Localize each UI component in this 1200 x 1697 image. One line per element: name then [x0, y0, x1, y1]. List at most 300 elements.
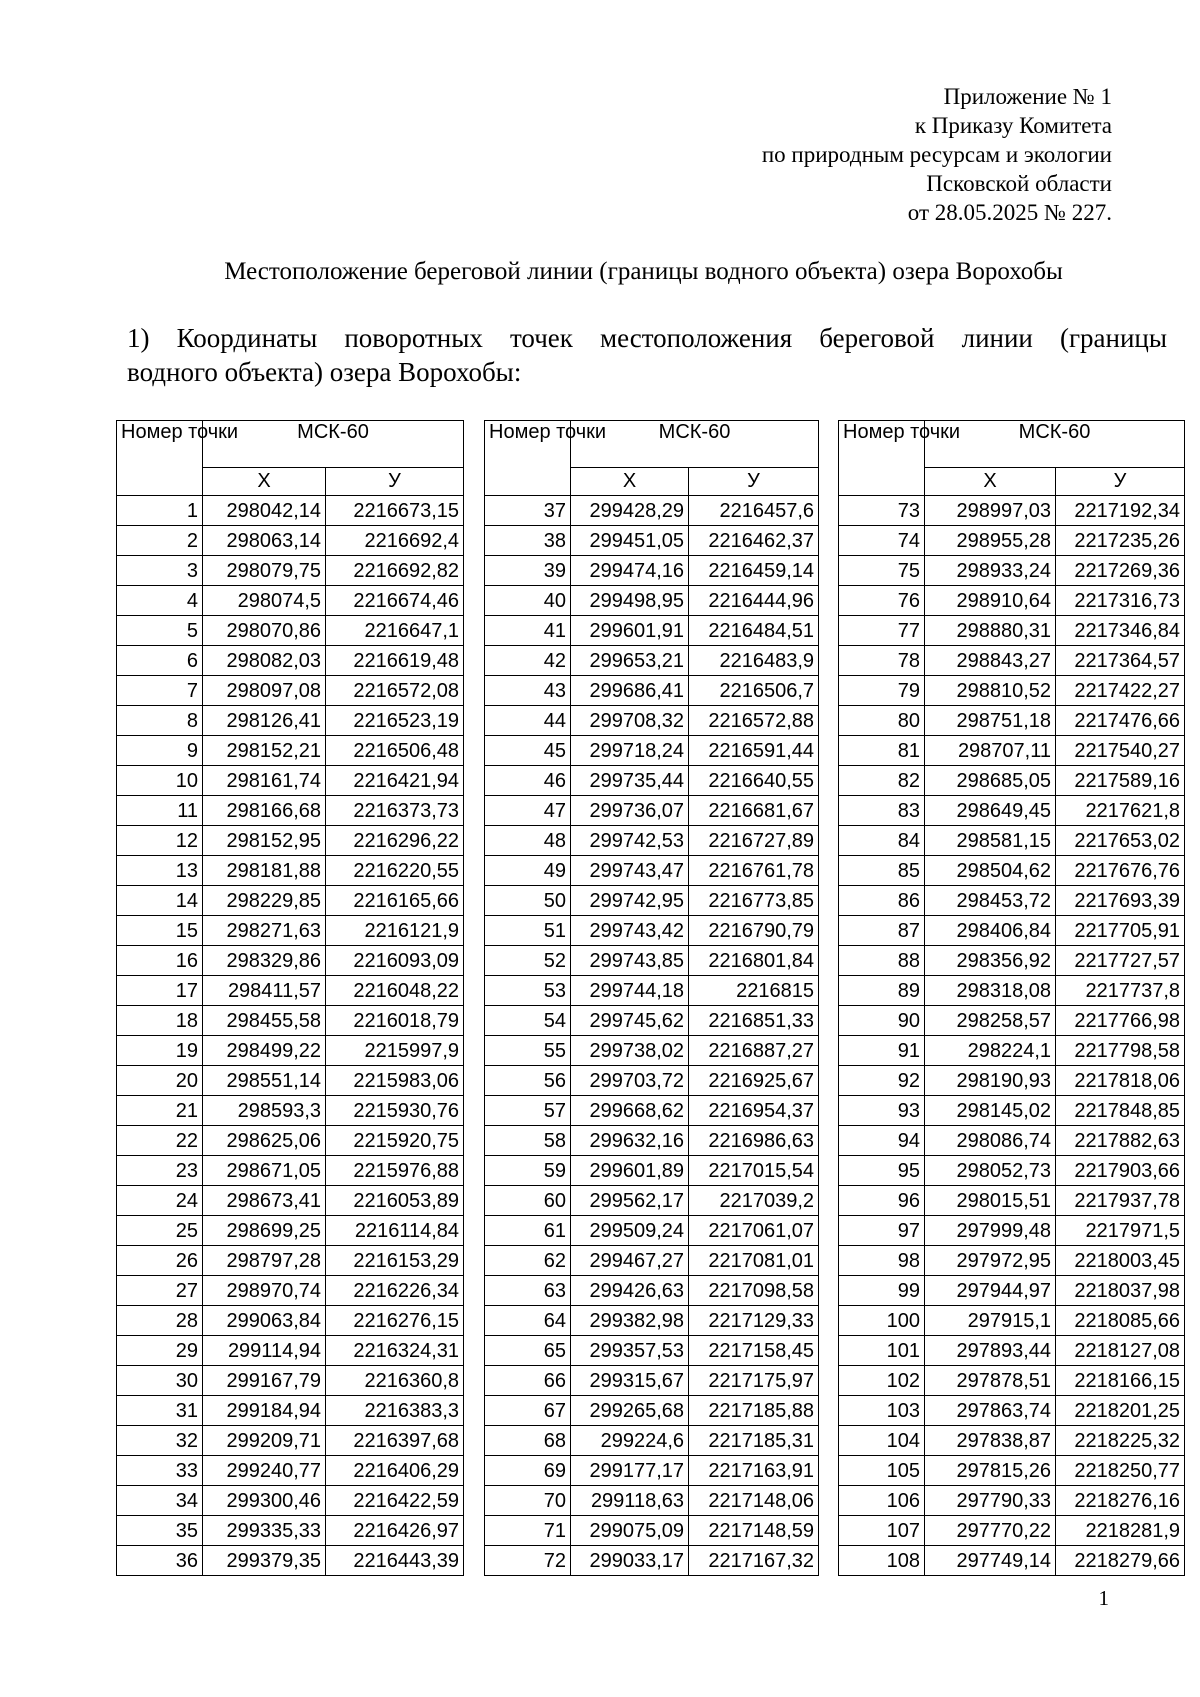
x-coordinate-cell: 297790,33 — [925, 1486, 1056, 1516]
table-row — [839, 496, 1185, 526]
x-coordinate-cell: 299738,02 — [571, 1036, 689, 1066]
point-number-cell: 77 — [839, 616, 925, 646]
y-coordinate-cell: 2216018,79 — [326, 1006, 464, 1036]
table-row — [117, 1396, 464, 1426]
point-number-cell: 43 — [485, 676, 571, 706]
x-coordinate-cell: 298224,1 — [925, 1036, 1056, 1066]
table-row — [117, 1546, 464, 1576]
y-coordinate-cell: 2216640,55 — [689, 766, 819, 796]
x-coordinate-cell: 299224,6 — [571, 1426, 689, 1456]
table-row — [839, 1246, 1185, 1276]
x-coordinate-cell: 298955,28 — [925, 526, 1056, 556]
x-coordinate-cell: 298079,75 — [203, 556, 326, 586]
y-column-header: У — [326, 468, 464, 496]
point-number-cell: 46 — [485, 766, 571, 796]
table-row — [485, 1186, 819, 1216]
table-row — [839, 1126, 1185, 1156]
point-number-cell: 56 — [485, 1066, 571, 1096]
x-coordinate-cell: 298499,22 — [203, 1036, 326, 1066]
page-number: 1 — [1098, 1586, 1109, 1610]
point-number-cell: 33 — [117, 1456, 203, 1486]
x-coordinate-cell: 298751,18 — [925, 706, 1056, 736]
y-coordinate-cell: 2216421,94 — [326, 766, 464, 796]
y-coordinate-cell: 2217158,45 — [689, 1336, 819, 1366]
x-coordinate-cell: 299033,17 — [571, 1546, 689, 1576]
x-coordinate-cell: 298161,74 — [203, 766, 326, 796]
table-row — [117, 1246, 464, 1276]
point-number-cell: 30 — [117, 1366, 203, 1396]
y-coordinate-cell: 2216053,89 — [326, 1186, 464, 1216]
point-number-cell: 88 — [839, 946, 925, 976]
y-coordinate-cell: 2218225,32 — [1056, 1426, 1185, 1456]
y-coordinate-cell: 2217937,78 — [1056, 1186, 1185, 1216]
point-number-cell: 97 — [839, 1216, 925, 1246]
x-coordinate-cell: 298933,24 — [925, 556, 1056, 586]
point-number-cell: 13 — [117, 856, 203, 886]
table-row — [839, 736, 1185, 766]
point-number-cell: 49 — [485, 856, 571, 886]
x-coordinate-cell: 299742,95 — [571, 886, 689, 916]
point-number-cell: 63 — [485, 1276, 571, 1306]
point-number-cell: 59 — [485, 1156, 571, 1186]
table-row — [839, 1456, 1185, 1486]
table-row — [117, 1486, 464, 1516]
point-number-cell: 104 — [839, 1426, 925, 1456]
point-number-cell: 12 — [117, 826, 203, 856]
x-coordinate-cell: 298843,27 — [925, 646, 1056, 676]
point-number-cell: 34 — [117, 1486, 203, 1516]
point-number-cell: 106 — [839, 1486, 925, 1516]
x-coordinate-cell: 298593,3 — [203, 1096, 326, 1126]
y-coordinate-cell: 2216506,7 — [689, 676, 819, 706]
table-row — [485, 1366, 819, 1396]
point-number-cell: 80 — [839, 706, 925, 736]
point-number-cell: 31 — [117, 1396, 203, 1426]
point-number-cell: 2 — [117, 526, 203, 556]
point-number-cell: 87 — [839, 916, 925, 946]
x-column-header: Х — [571, 468, 689, 496]
y-coordinate-cell: 2216324,31 — [326, 1336, 464, 1366]
point-number-cell: 15 — [117, 916, 203, 946]
point-number-cell: 48 — [485, 826, 571, 856]
point-number-cell: 55 — [485, 1036, 571, 1066]
y-coordinate-cell: 2216462,37 — [689, 526, 819, 556]
x-coordinate-cell: 298152,95 — [203, 826, 326, 856]
table-row — [485, 1456, 819, 1486]
point-number-cell: 21 — [117, 1096, 203, 1126]
point-number-cell: 6 — [117, 646, 203, 676]
x-coordinate-cell: 298082,03 — [203, 646, 326, 676]
x-coordinate-cell: 299379,35 — [203, 1546, 326, 1576]
y-coordinate-cell: 2216674,46 — [326, 586, 464, 616]
x-coordinate-cell: 299744,18 — [571, 976, 689, 1006]
x-coordinate-cell: 299632,16 — [571, 1126, 689, 1156]
y-coordinate-cell: 2216483,9 — [689, 646, 819, 676]
point-number-cell: 60 — [485, 1186, 571, 1216]
y-coordinate-cell: 2216681,67 — [689, 796, 819, 826]
y-coordinate-cell: 2216591,44 — [689, 736, 819, 766]
y-coordinate-cell: 2218003,45 — [1056, 1246, 1185, 1276]
table-row — [485, 736, 819, 766]
table-row — [117, 1006, 464, 1036]
point-number-cell: 107 — [839, 1516, 925, 1546]
table-row — [117, 946, 464, 976]
table-row — [117, 646, 464, 676]
x-coordinate-cell: 298181,88 — [203, 856, 326, 886]
table-row — [839, 1066, 1185, 1096]
x-coordinate-cell: 298070,86 — [203, 616, 326, 646]
table-row — [485, 1276, 819, 1306]
x-coordinate-cell: 298699,25 — [203, 1216, 326, 1246]
table-row — [839, 766, 1185, 796]
y-coordinate-cell: 2216422,59 — [326, 1486, 464, 1516]
x-coordinate-cell: 298810,52 — [925, 676, 1056, 706]
x-coordinate-cell: 299509,24 — [571, 1216, 689, 1246]
table-row — [117, 886, 464, 916]
point-number-cell: 22 — [117, 1126, 203, 1156]
point-number-cell: 86 — [839, 886, 925, 916]
y-coordinate-cell: 2218201,25 — [1056, 1396, 1185, 1426]
y-coordinate-cell: 2216114,84 — [326, 1216, 464, 1246]
x-coordinate-cell: 299742,53 — [571, 826, 689, 856]
x-coordinate-cell: 298015,51 — [925, 1186, 1056, 1216]
y-coordinate-cell: 2215976,88 — [326, 1156, 464, 1186]
intro-line-2: водного объекта) озера Ворохобы: — [127, 357, 522, 387]
point-number-cell: 67 — [485, 1396, 571, 1426]
x-coordinate-cell: 298086,74 — [925, 1126, 1056, 1156]
point-number-cell: 96 — [839, 1186, 925, 1216]
table-row — [485, 826, 819, 856]
intro-line-1: 1) Координаты поворотных точек местоположения береговой линии (границы — [127, 323, 1167, 353]
y-coordinate-cell: 2216226,34 — [326, 1276, 464, 1306]
y-coordinate-cell: 2217148,06 — [689, 1486, 819, 1516]
y-coordinate-cell: 2216484,51 — [689, 616, 819, 646]
y-coordinate-cell: 2216296,22 — [326, 826, 464, 856]
point-number-header: Номер точки — [117, 421, 203, 496]
x-coordinate-cell: 299668,62 — [571, 1096, 689, 1126]
x-coordinate-cell: 298581,15 — [925, 826, 1056, 856]
y-coordinate-cell: 2216444,96 — [689, 586, 819, 616]
table-row — [117, 1516, 464, 1546]
point-number-cell: 76 — [839, 586, 925, 616]
table-row — [117, 1096, 464, 1126]
point-number-cell: 71 — [485, 1516, 571, 1546]
table-row — [485, 616, 819, 646]
x-coordinate-cell: 297999,48 — [925, 1216, 1056, 1246]
table-row — [839, 1366, 1185, 1396]
x-coordinate-cell: 298190,93 — [925, 1066, 1056, 1096]
y-coordinate-cell: 2216165,66 — [326, 886, 464, 916]
x-column-header: Х — [203, 468, 326, 496]
y-coordinate-cell: 2216692,4 — [326, 526, 464, 556]
y-coordinate-cell: 2217061,07 — [689, 1216, 819, 1246]
table-row — [117, 1066, 464, 1096]
x-coordinate-cell: 299474,16 — [571, 556, 689, 586]
x-coordinate-cell: 298625,06 — [203, 1126, 326, 1156]
table-row — [839, 976, 1185, 1006]
point-number-cell: 28 — [117, 1306, 203, 1336]
point-number-cell: 3 — [117, 556, 203, 586]
table-row — [117, 826, 464, 856]
table-row — [839, 646, 1185, 676]
point-number-cell: 7 — [117, 676, 203, 706]
table-row — [485, 1306, 819, 1336]
coordinates-table-2 — [484, 420, 819, 1576]
y-coordinate-cell: 2217818,06 — [1056, 1066, 1185, 1096]
x-coordinate-cell: 299703,72 — [571, 1066, 689, 1096]
point-number-cell: 50 — [485, 886, 571, 916]
table-row — [839, 1216, 1185, 1246]
table-row — [485, 1246, 819, 1276]
point-number-cell: 36 — [117, 1546, 203, 1576]
table-row — [839, 796, 1185, 826]
table-row — [839, 1546, 1185, 1576]
point-number-cell: 82 — [839, 766, 925, 796]
point-number-cell: 24 — [117, 1186, 203, 1216]
y-coordinate-cell: 2216048,22 — [326, 976, 464, 1006]
x-coordinate-cell: 298126,41 — [203, 706, 326, 736]
point-number-cell: 69 — [485, 1456, 571, 1486]
x-coordinate-cell: 298685,05 — [925, 766, 1056, 796]
y-coordinate-cell: 2217269,36 — [1056, 556, 1185, 586]
x-coordinate-cell: 299177,17 — [571, 1456, 689, 1486]
y-coordinate-cell: 2217971,5 — [1056, 1216, 1185, 1246]
document-title: Местоположение береговой линии (границы водного объекта) озера Ворохобы — [224, 258, 1063, 285]
point-number-cell: 98 — [839, 1246, 925, 1276]
point-number-cell: 62 — [485, 1246, 571, 1276]
y-coordinate-cell: 2216121,9 — [326, 916, 464, 946]
point-number-cell: 78 — [839, 646, 925, 676]
point-number-cell: 11 — [117, 796, 203, 826]
table-row — [485, 646, 819, 676]
x-coordinate-cell: 299209,71 — [203, 1426, 326, 1456]
point-number-cell: 91 — [839, 1036, 925, 1066]
table-row — [485, 1096, 819, 1126]
table-row — [485, 1216, 819, 1246]
y-column-header: У — [689, 468, 819, 496]
table-row — [485, 676, 819, 706]
y-coordinate-cell: 2217798,58 — [1056, 1036, 1185, 1066]
x-coordinate-cell: 299118,63 — [571, 1486, 689, 1516]
x-coordinate-cell: 299735,44 — [571, 766, 689, 796]
header-line-date: от 28.05.2025 № 227. — [907, 200, 1112, 225]
y-coordinate-cell: 2217316,73 — [1056, 586, 1185, 616]
y-coordinate-cell: 2217346,84 — [1056, 616, 1185, 646]
table-row — [485, 1006, 819, 1036]
y-coordinate-cell: 2217705,91 — [1056, 916, 1185, 946]
x-coordinate-cell: 297749,14 — [925, 1546, 1056, 1576]
table-row — [117, 976, 464, 1006]
table-row — [839, 1036, 1185, 1066]
table-row — [485, 556, 819, 586]
point-number-cell: 52 — [485, 946, 571, 976]
coordinate-system-header: МСК-60 — [203, 421, 464, 468]
point-number-cell: 17 — [117, 976, 203, 1006]
x-coordinate-cell: 297838,87 — [925, 1426, 1056, 1456]
y-coordinate-cell: 2216406,29 — [326, 1456, 464, 1486]
y-coordinate-cell: 2216887,27 — [689, 1036, 819, 1066]
point-number-cell: 53 — [485, 976, 571, 1006]
x-coordinate-cell: 298097,08 — [203, 676, 326, 706]
y-coordinate-cell: 2218281,9 — [1056, 1516, 1185, 1546]
table-row — [485, 976, 819, 1006]
point-number-cell: 58 — [485, 1126, 571, 1156]
point-number-cell: 35 — [117, 1516, 203, 1546]
y-coordinate-cell: 2217081,01 — [689, 1246, 819, 1276]
x-coordinate-cell: 299601,91 — [571, 616, 689, 646]
x-coordinate-cell: 299063,84 — [203, 1306, 326, 1336]
x-coordinate-cell: 299382,98 — [571, 1306, 689, 1336]
point-number-cell: 84 — [839, 826, 925, 856]
point-number-cell: 105 — [839, 1456, 925, 1486]
table-row — [839, 1186, 1185, 1216]
x-coordinate-cell: 299114,94 — [203, 1336, 326, 1366]
x-coordinate-cell: 298052,73 — [925, 1156, 1056, 1186]
y-coordinate-cell: 2217766,98 — [1056, 1006, 1185, 1036]
x-coordinate-cell: 298145,02 — [925, 1096, 1056, 1126]
point-number-cell: 9 — [117, 736, 203, 766]
x-coordinate-cell: 298063,14 — [203, 526, 326, 556]
table-row — [839, 616, 1185, 646]
x-coordinate-cell: 298970,74 — [203, 1276, 326, 1306]
x-coordinate-cell: 298356,92 — [925, 946, 1056, 976]
y-coordinate-cell: 2217621,8 — [1056, 796, 1185, 826]
y-coordinate-cell: 2216727,89 — [689, 826, 819, 856]
point-number-cell: 44 — [485, 706, 571, 736]
x-coordinate-cell: 298329,86 — [203, 946, 326, 976]
x-coordinate-cell: 299601,89 — [571, 1156, 689, 1186]
x-coordinate-cell: 298258,57 — [925, 1006, 1056, 1036]
table-row — [485, 1516, 819, 1546]
table-row — [117, 1036, 464, 1066]
y-coordinate-cell: 2216954,37 — [689, 1096, 819, 1126]
y-coordinate-cell: 2216506,48 — [326, 736, 464, 766]
table-row — [839, 1336, 1185, 1366]
x-coordinate-cell: 298455,58 — [203, 1006, 326, 1036]
y-coordinate-cell: 2218279,66 — [1056, 1546, 1185, 1576]
point-number-cell: 37 — [485, 496, 571, 526]
table-row — [117, 1456, 464, 1486]
x-coordinate-cell: 299743,42 — [571, 916, 689, 946]
point-number-cell: 10 — [117, 766, 203, 796]
y-coordinate-cell: 2217848,85 — [1056, 1096, 1185, 1126]
point-number-cell: 1 — [117, 496, 203, 526]
y-coordinate-cell: 2216572,08 — [326, 676, 464, 706]
y-coordinate-cell: 2217903,66 — [1056, 1156, 1185, 1186]
y-coordinate-cell: 2215997,9 — [326, 1036, 464, 1066]
x-coordinate-cell: 299240,77 — [203, 1456, 326, 1486]
table-row — [485, 946, 819, 976]
y-coordinate-cell: 2216986,63 — [689, 1126, 819, 1156]
x-coordinate-cell: 299743,85 — [571, 946, 689, 976]
y-coordinate-cell: 2215920,75 — [326, 1126, 464, 1156]
y-coordinate-cell: 2216443,39 — [326, 1546, 464, 1576]
table-row — [839, 556, 1185, 586]
intro-paragraph — [127, 321, 1167, 389]
x-coordinate-cell: 299562,17 — [571, 1186, 689, 1216]
y-coordinate-cell: 2217693,39 — [1056, 886, 1185, 916]
x-coordinate-cell: 297972,95 — [925, 1246, 1056, 1276]
x-coordinate-cell: 298673,41 — [203, 1186, 326, 1216]
y-coordinate-cell: 2216153,29 — [326, 1246, 464, 1276]
table-row — [485, 856, 819, 886]
point-number-cell: 5 — [117, 616, 203, 646]
y-coordinate-cell: 2218127,08 — [1056, 1336, 1185, 1366]
table-row — [117, 676, 464, 706]
coordinates-table-1 — [116, 420, 464, 1576]
point-number-header: Номер точки — [485, 421, 571, 496]
y-coordinate-cell: 2216373,73 — [326, 796, 464, 826]
y-coordinate-cell: 2217175,97 — [689, 1366, 819, 1396]
x-coordinate-cell: 299743,47 — [571, 856, 689, 886]
y-coordinate-cell: 2216276,15 — [326, 1306, 464, 1336]
table-row — [839, 586, 1185, 616]
table-row — [839, 1276, 1185, 1306]
point-number-cell: 89 — [839, 976, 925, 1006]
coordinate-system-header: МСК-60 — [571, 421, 819, 468]
x-coordinate-cell: 297878,51 — [925, 1366, 1056, 1396]
x-coordinate-cell: 299426,63 — [571, 1276, 689, 1306]
x-coordinate-cell: 298707,11 — [925, 736, 1056, 766]
point-number-cell: 51 — [485, 916, 571, 946]
x-coordinate-cell: 297815,26 — [925, 1456, 1056, 1486]
y-coordinate-cell: 2217540,27 — [1056, 736, 1185, 766]
x-coordinate-cell: 299428,29 — [571, 496, 689, 526]
table-row — [117, 1306, 464, 1336]
point-number-cell: 38 — [485, 526, 571, 556]
x-coordinate-cell: 299357,53 — [571, 1336, 689, 1366]
table-row — [117, 856, 464, 886]
x-coordinate-cell: 298551,14 — [203, 1066, 326, 1096]
point-number-cell: 54 — [485, 1006, 571, 1036]
y-coordinate-cell: 2216093,09 — [326, 946, 464, 976]
x-coordinate-cell: 298671,05 — [203, 1156, 326, 1186]
point-number-cell: 90 — [839, 1006, 925, 1036]
point-number-cell: 16 — [117, 946, 203, 976]
point-number-cell: 23 — [117, 1156, 203, 1186]
y-coordinate-cell: 2216801,84 — [689, 946, 819, 976]
x-coordinate-cell: 299653,21 — [571, 646, 689, 676]
y-coordinate-cell: 2216619,48 — [326, 646, 464, 676]
y-coordinate-cell: 2218037,98 — [1056, 1276, 1185, 1306]
table-row — [839, 856, 1185, 886]
table-row — [839, 826, 1185, 856]
y-coordinate-cell: 2217235,26 — [1056, 526, 1185, 556]
point-number-cell: 8 — [117, 706, 203, 736]
table-row — [117, 586, 464, 616]
table-row — [839, 946, 1185, 976]
point-number-cell: 101 — [839, 1336, 925, 1366]
x-coordinate-cell: 298411,57 — [203, 976, 326, 1006]
point-number-cell: 73 — [839, 496, 925, 526]
table-row — [117, 916, 464, 946]
x-coordinate-cell: 297893,44 — [925, 1336, 1056, 1366]
y-coordinate-cell: 2217167,32 — [689, 1546, 819, 1576]
x-coordinate-cell: 298074,5 — [203, 586, 326, 616]
x-coordinate-cell: 299265,68 — [571, 1396, 689, 1426]
x-coordinate-cell: 299075,09 — [571, 1516, 689, 1546]
point-number-cell: 20 — [117, 1066, 203, 1096]
table-row — [839, 1426, 1185, 1456]
table-row — [485, 1396, 819, 1426]
table-row — [117, 1336, 464, 1366]
x-coordinate-cell: 299498,95 — [571, 586, 689, 616]
table-row — [117, 616, 464, 646]
table-row — [117, 1186, 464, 1216]
y-coordinate-cell: 2216925,67 — [689, 1066, 819, 1096]
y-coordinate-cell: 2217185,88 — [689, 1396, 819, 1426]
y-coordinate-cell: 2218166,15 — [1056, 1366, 1185, 1396]
